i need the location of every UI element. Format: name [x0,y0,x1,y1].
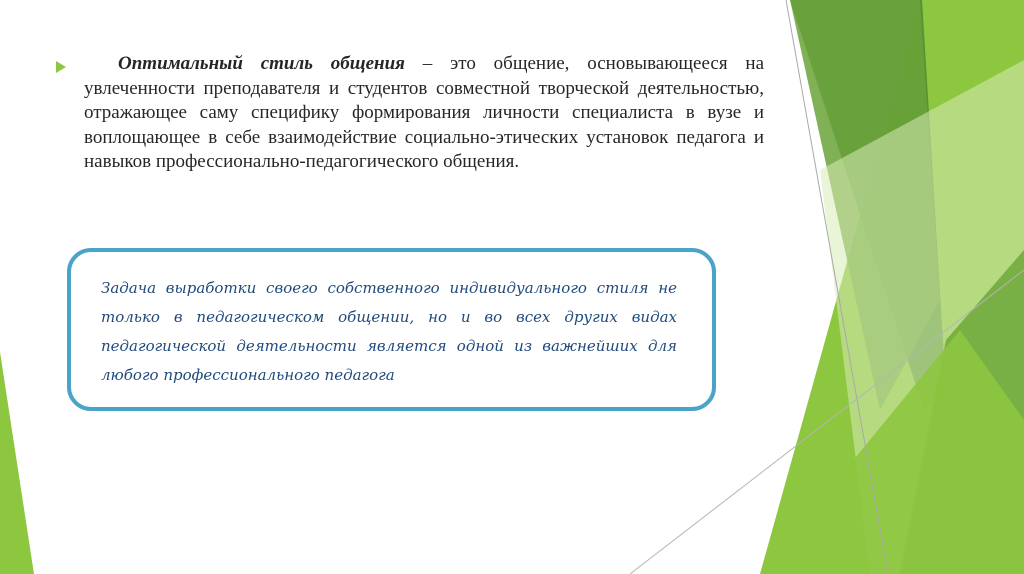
definition-body: – это общение, основывающееся на увлеченности преподавателя и студентов совместной творческой деятельностью, отражающее саму специфику формирования личности специалиста в вузе и воплощающее в себе взаимодействие социально-этических установок педагога и навыков профессионально-педагогического общения. [84,53,765,173]
triangle-bullet-icon [56,61,66,73]
definition-text [84,52,764,175]
quote-text: Задача выработки своего собственного индивидуального стиля не только в педагогическом общении, но и во всех других видах педагогической деятельности является одной из важнейших для любого профессионального педагога [101,279,677,384]
quote-box [67,248,716,411]
left-green-triangle [0,352,34,574]
definition-term: Оптимальный стиль общения [118,53,405,74]
